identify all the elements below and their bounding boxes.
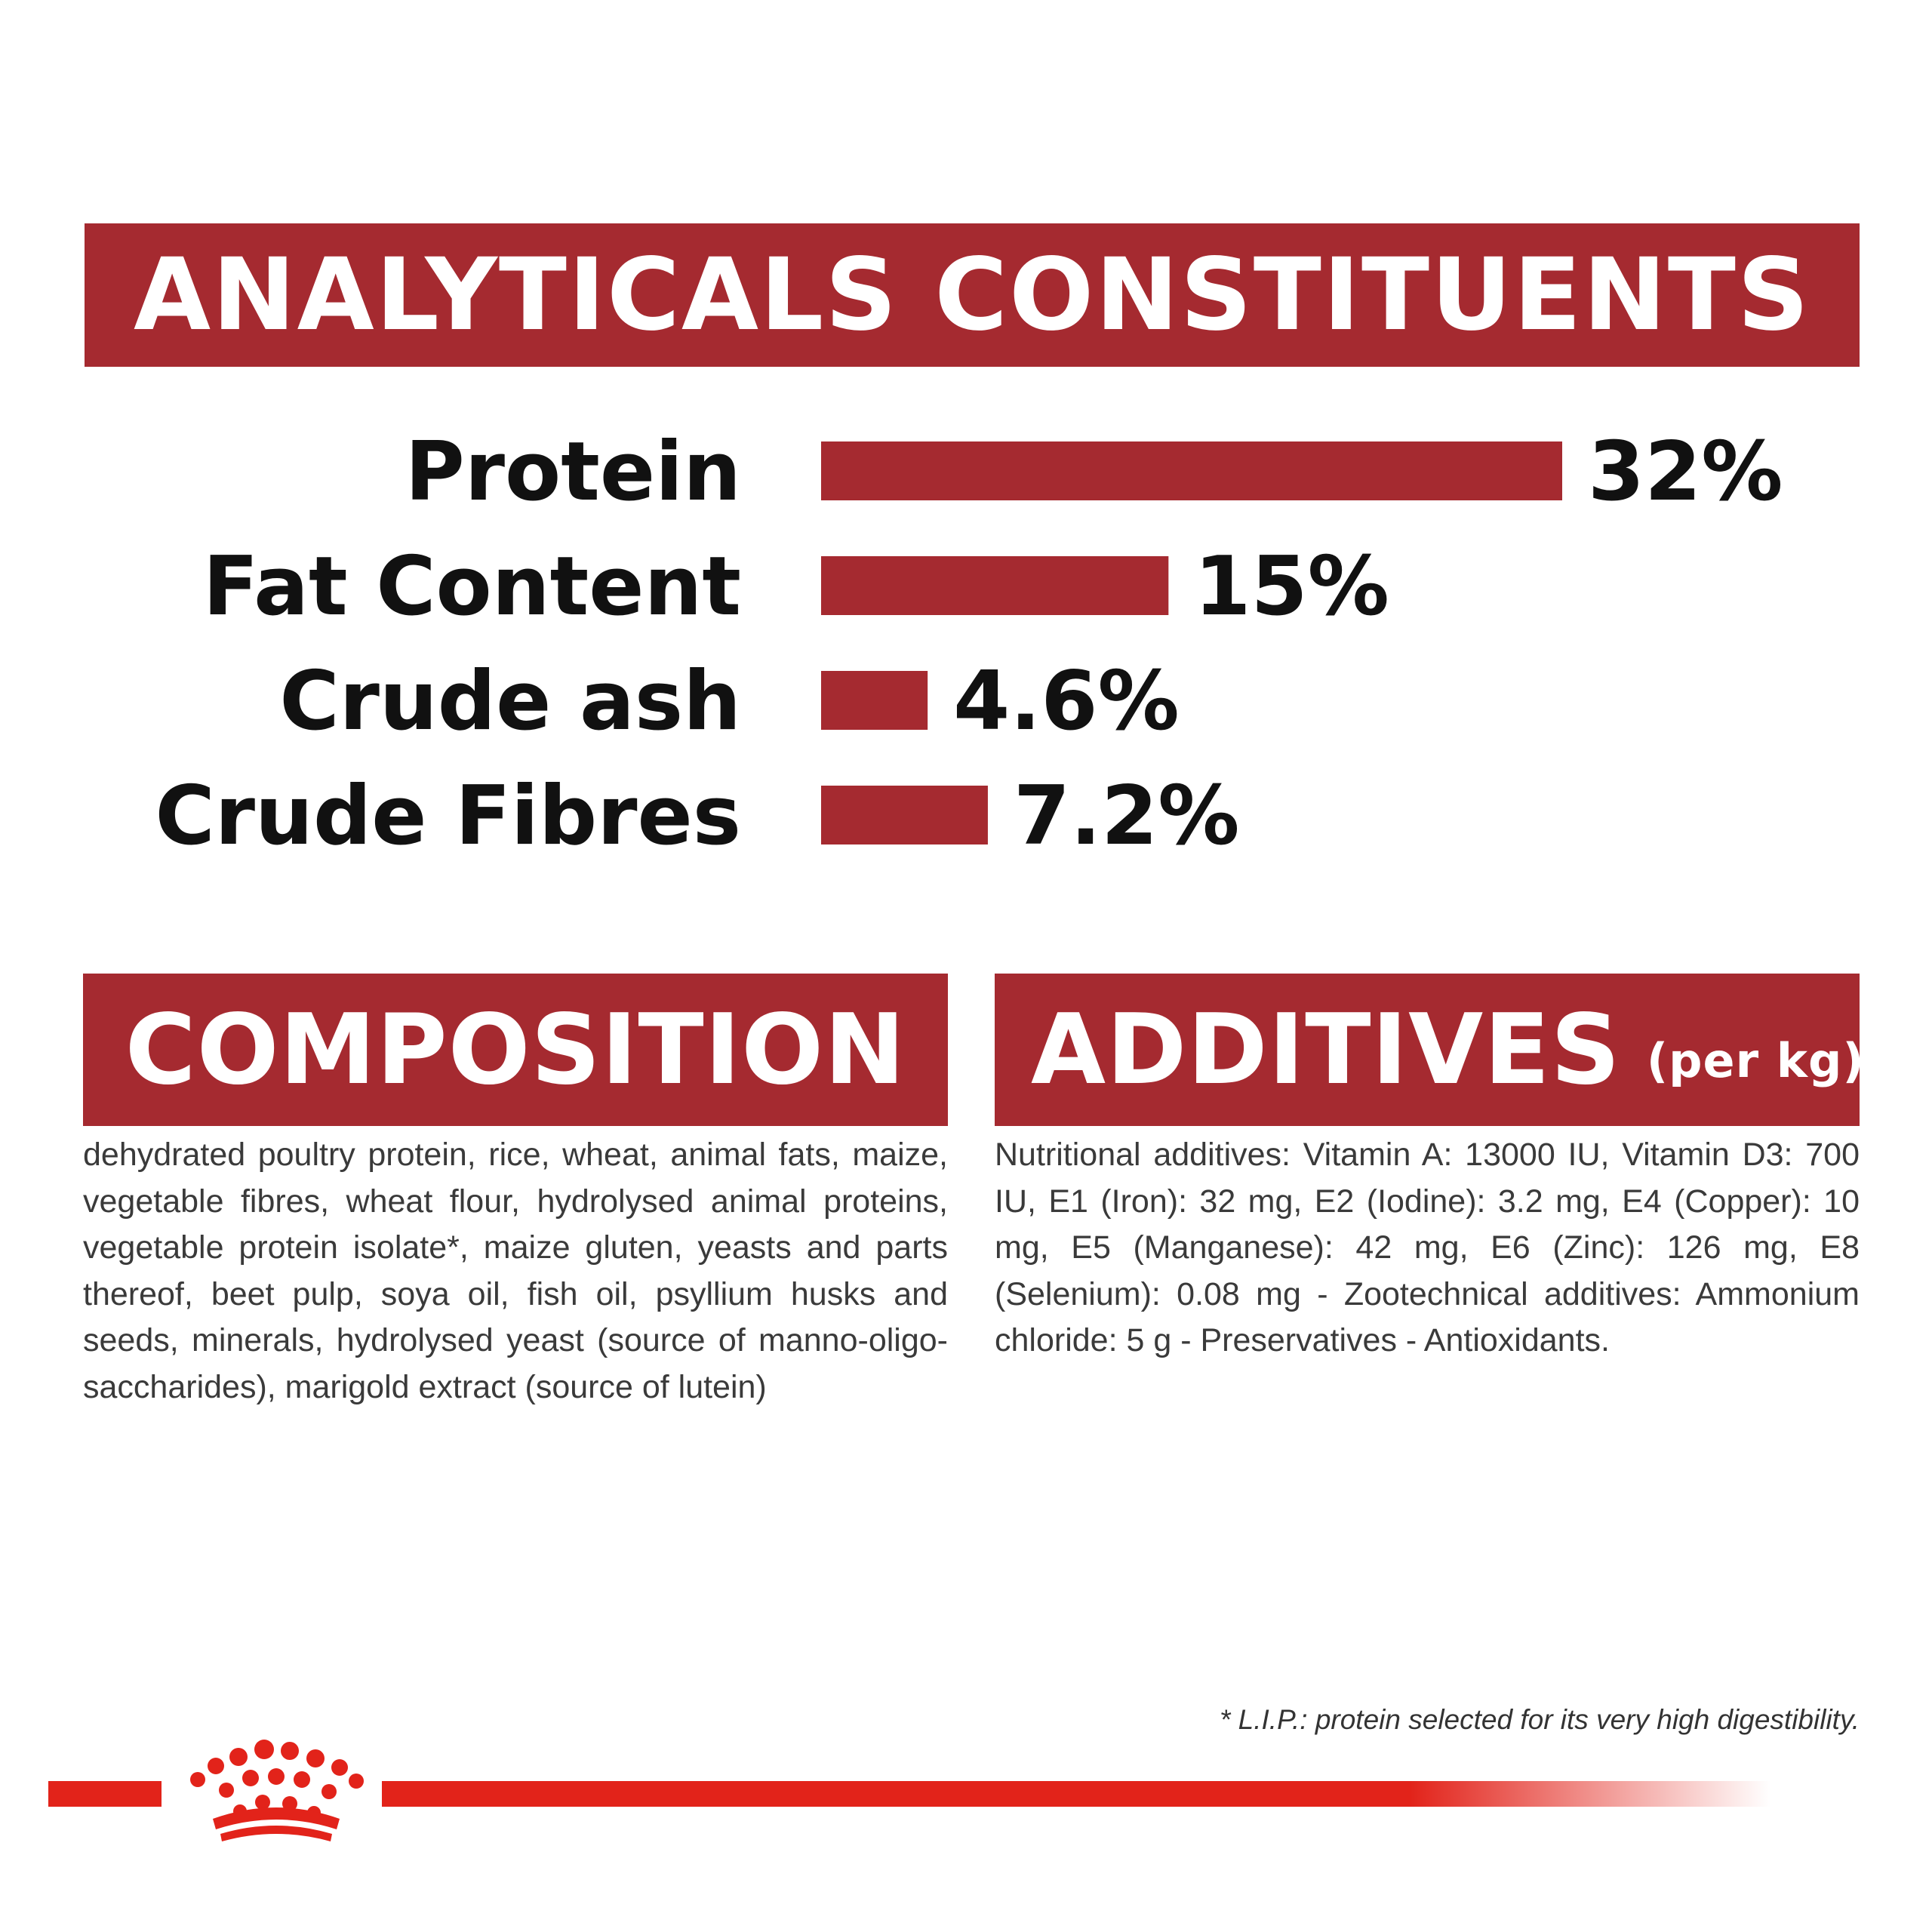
value-label: 7.2% — [1013, 769, 1240, 863]
value-label: 32% — [1588, 425, 1783, 519]
bar — [821, 671, 928, 730]
constituents-bar-chart — [0, 408, 1932, 875]
bar — [821, 556, 1168, 615]
category-label: Fat Content — [202, 540, 741, 634]
footnote: * L.I.P.: protein selected for its very high digestibility. — [1219, 1704, 1860, 1735]
composition-text: dehydrated poultry protein, rice, wheat, animal fats, maize, vegetable fibres, wheat flour, hydrolysed animal proteins, vegetable protein isolate*, maize gluten, yeasts and parts thereof, beet pulp, soya oil, fish oil, psyllium husks and seeds, minerals, hydrolysed yeast (source of manno-oligo-saccharides), marigold extract (source of lutein) — [83, 1137, 948, 1405]
analytical-constituents-title: ANALYTICALS CONSTITUENTS — [133, 237, 1810, 353]
category-label: Crude ash — [279, 654, 741, 749]
composition-banner — [83, 974, 948, 1126]
additives-banner — [995, 974, 1865, 1126]
brand-line-left — [48, 1781, 162, 1807]
value-label: 4.6% — [953, 654, 1180, 749]
brand-line-right — [382, 1781, 1770, 1807]
bar — [821, 441, 1562, 500]
additives-text: Nutritional additives: Vitamin A: 13000 IU, Vitamin D3: 700 IU, E1 (Iron): 32 mg, E2 (Iodine): 3.2 mg, E4 (Copper): 10 mg, E5 (Manganese): 42 mg, E6 (Zinc): 126 mg, E8 (Selenium): 0.08 mg - Zootechnical additives: Ammonium chloride: 5 g - Preservatives - Antioxidants. — [995, 1137, 1860, 1358]
additives-unit-label: (per kg) — [1646, 1032, 1865, 1088]
value-label: 15% — [1194, 540, 1389, 634]
category-label: Crude Fibres — [155, 769, 741, 863]
composition-title: COMPOSITION — [125, 993, 906, 1106]
analytical-constituents-banner — [85, 223, 1860, 367]
category-label: Protein — [405, 425, 741, 519]
crown-icon — [175, 1736, 370, 1849]
additives-title: ADDITIVES — [1031, 993, 1621, 1106]
bar — [821, 786, 988, 844]
